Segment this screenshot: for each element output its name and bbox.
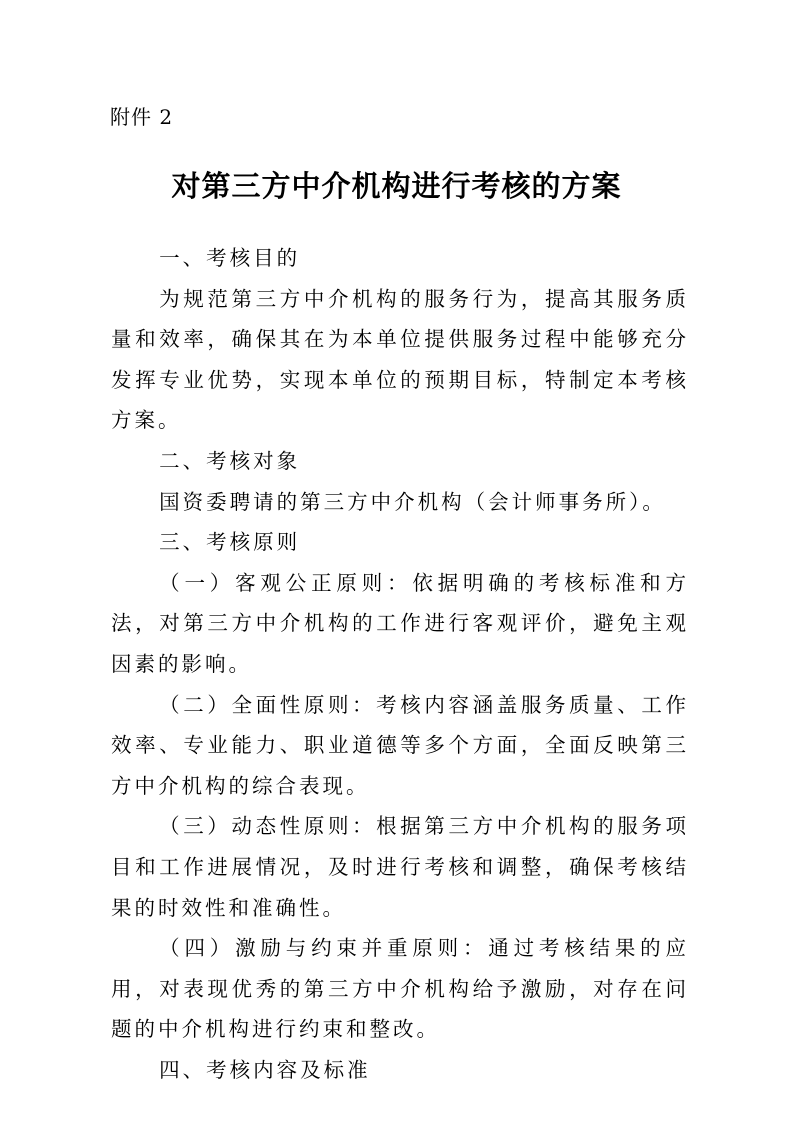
paragraph-principle-2: （二）全面性原则：考核内容涵盖服务质量、工作效率、专业能力、职业道德等多个方面，全面反映第三方中介机构的综合表现。 bbox=[111, 692, 689, 798]
attachment-label: 附件 2 bbox=[110, 105, 174, 129]
paragraph-principle-3: （三）动态性原则：根据第三方中介机构的服务项目和工作进展情况，及时进行考核和调整，确保考核结果的时效性和准确性。 bbox=[111, 814, 689, 920]
paragraph-principle-1: （一）客观公正原则：依据明确的考核标准和方法，对第三方中介机构的工作进行客观评价，避免主观因素的影响。 bbox=[111, 570, 689, 676]
paragraph-target: 国资委聘请的第三方中介机构（会计师事务所）。 bbox=[159, 489, 666, 514]
section-heading-purpose: 一、考核目的 bbox=[159, 246, 301, 270]
section-heading-target: 二、考核对象 bbox=[159, 448, 301, 473]
document-body bbox=[111, 238, 689, 1090]
paragraph-principle-4: （四）激励与约束并重原则：通过考核结果的应用，对表现优秀的第三方中介机构给予激励，对存在问题的中介机构进行约束和整改。 bbox=[111, 936, 689, 1042]
paragraph-purpose: 为规范第三方中介机构的服务行为，提高其服务质量和效率，确保其在为本单位提供服务过程中能够充分发挥专业优势，实现本单位的预期目标，特制定本考核方案。 bbox=[111, 286, 689, 433]
section-heading-principles: 三、考核原则 bbox=[159, 530, 301, 555]
section-heading-content: 四、考核内容及标准 bbox=[159, 1057, 371, 1082]
document-title: 对第三方中介机构进行考核的方案 bbox=[171, 169, 622, 203]
